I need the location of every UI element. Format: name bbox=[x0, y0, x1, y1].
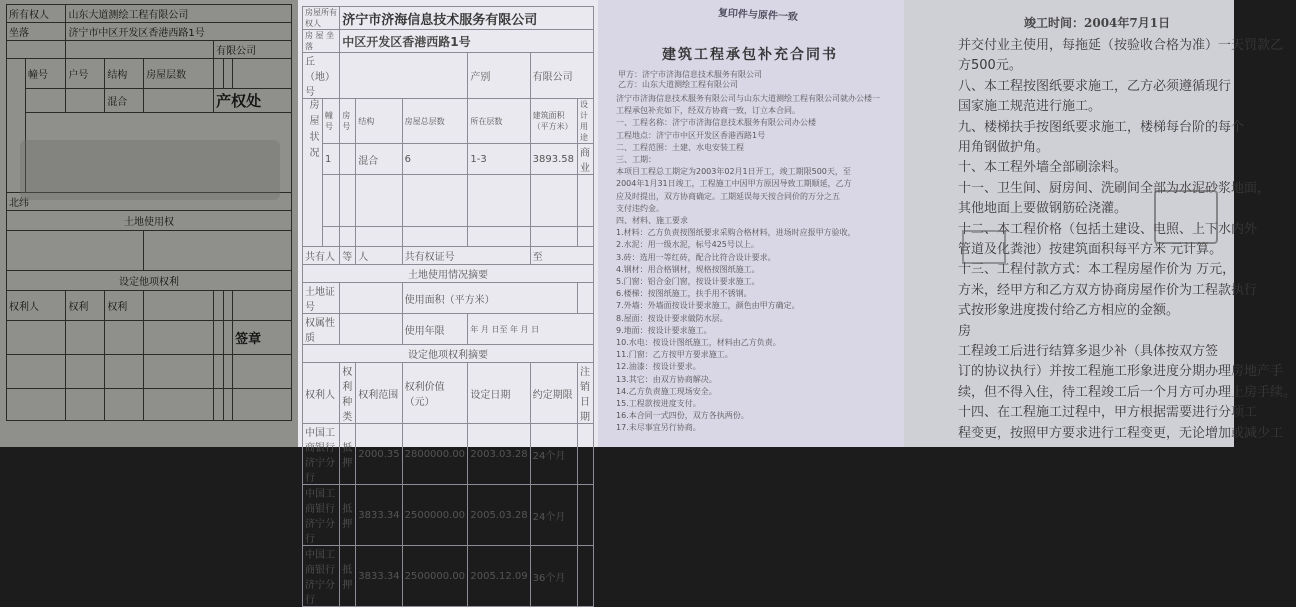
continuation-line: 程变更，按照甲方要求进行工程变更，无论增加或减少工 bbox=[958, 425, 1284, 441]
contract-line: 17.未尽事宜另行协商。 bbox=[616, 423, 701, 433]
rights-row-amount: 2500000.00 bbox=[402, 546, 468, 607]
rights-row-value: 3833.34 bbox=[356, 546, 402, 607]
row-use: 商业 bbox=[577, 144, 593, 175]
contract-line: 工程地点：济宁市中区开发区香港西路1号 bbox=[616, 130, 766, 140]
contract-line: 应及时提出，双方协商确定。工期延误每天按合同价的万分之五 bbox=[616, 191, 840, 201]
contract-line: 1.材料：乙方负责按图纸要求采购合格材料，进场时应报甲方验收， bbox=[616, 228, 856, 238]
owner-type-cell: 有限公司 bbox=[214, 41, 292, 59]
col-header-bldg: 幢号 bbox=[323, 99, 340, 144]
continuation-line: 其他地面上要做钢筋砼浇灌。 bbox=[958, 201, 1128, 217]
contract-line: 7.外墙：外墙面按设计要求施工，颜色由甲方确定。 bbox=[616, 301, 800, 311]
coowner-right: 人 bbox=[356, 247, 402, 265]
land-term-label: 使用年限 bbox=[402, 314, 468, 345]
continuation-line: 用角钢做护角。 bbox=[958, 140, 1050, 155]
continuation-line: 国家施工规范进行施工。 bbox=[958, 99, 1102, 115]
coowner-cert: 共有权证号 bbox=[402, 247, 530, 265]
seal-stamp bbox=[962, 230, 1006, 264]
contract-line: 13.其它：由双方协商解决。 bbox=[616, 374, 717, 384]
address-cell: 济宁市中区开发区香港西路1号 bbox=[66, 23, 292, 41]
rights-row-date: 2005.12.09 bbox=[468, 546, 530, 607]
land-date: 年 月 日至 年 月 日 bbox=[468, 314, 594, 345]
location-label: 房 屋 坐 落 bbox=[303, 30, 340, 53]
contract-line: 2.水泥：用一级水泥，标号425号以上。 bbox=[616, 240, 759, 250]
continuation-line: 工程竣工后进行结算多退少补（具体按双方签 bbox=[958, 344, 1219, 359]
structure-cell: 混合 bbox=[105, 89, 144, 113]
col-label: 结构 bbox=[105, 59, 144, 89]
rights-h-term: 约定期限 bbox=[530, 363, 577, 424]
contract-line: 12.油漆：按设计要求。 bbox=[616, 362, 701, 372]
col-header-use: 设计用途 bbox=[577, 99, 593, 144]
contract-line: 一、工程名称：济宁市济海信息技术服务有限公司办公楼 bbox=[616, 118, 816, 128]
contract-title: 建筑工程承包补充合同书 bbox=[662, 47, 838, 63]
address-label-cell: 坐落 bbox=[7, 23, 66, 41]
row-total-floors: 6 bbox=[402, 144, 468, 175]
contract-line: 四、材料、施工要求 bbox=[616, 216, 688, 225]
continuation-line: 八、本工程按图纸要求施工，乙方必须遵循现行 bbox=[958, 78, 1232, 94]
contract-line: 15.工程款按进度支付。 bbox=[616, 399, 701, 408]
continuation-line: 九、楼梯扶手按图纸要求施工，楼梯每台阶的每个 bbox=[958, 119, 1245, 135]
continuation-line: 并交付业主使用，每拖延（按验收合格为准）一天罚款乙 bbox=[958, 38, 1284, 53]
contract-line: 3.砖：选用一等红砖，配合比符合设计要求。 bbox=[616, 252, 776, 262]
continuation-line: 房 bbox=[958, 323, 972, 339]
rights-h-range: 权利范围 bbox=[356, 363, 402, 424]
rights-row-name: 中国工商银行济宁分行 bbox=[303, 485, 340, 546]
row-room bbox=[340, 144, 356, 175]
signature-mark: 签章 bbox=[233, 321, 292, 355]
rights-section-title: 设定他项权利摘要 bbox=[303, 345, 594, 363]
col-header-structure: 结构 bbox=[356, 99, 402, 144]
col-header-floor: 所在层数 bbox=[468, 99, 530, 144]
coordinate-note: 北纬 bbox=[7, 193, 292, 211]
row-floor: 1-3 bbox=[468, 144, 530, 175]
contract-line: 11.门窗：乙方按甲方要求施工。 bbox=[616, 350, 733, 360]
certificate-scan-light bbox=[298, 0, 598, 606]
contract-line: 6.楼梯：按图纸施工，扶手用不锈钢。 bbox=[616, 289, 752, 299]
continuation-line: 订的协议执行）并按工程施工形象进度分期办理房地产手 bbox=[958, 364, 1284, 380]
row-bldg: 1 bbox=[323, 144, 340, 175]
land-use-note: 土地使用权 bbox=[7, 211, 292, 231]
owner-name: 济宁市济海信息技术服务有限公司 bbox=[340, 7, 594, 30]
party-a: 甲方：济宁市济海信息技术服务有限公司 bbox=[618, 70, 762, 79]
rights-row-amount: 2800000.00 bbox=[402, 424, 468, 485]
scan-smudge bbox=[20, 140, 280, 200]
contract-line: 二、工程范围：土建、水电安装工程 bbox=[616, 142, 744, 152]
contract-line: 济宁市济海信息技术服务有限公司与山东大道测绘工程有限公司就办公楼一 bbox=[616, 94, 880, 103]
rights-section-title: 设定他项权利 bbox=[7, 271, 292, 291]
contract-line: 14.乙方负责施工现场安全。 bbox=[616, 386, 717, 396]
contract-line: 16.本合同一式四份，双方各执两份。 bbox=[616, 411, 749, 421]
property-table-dark bbox=[6, 4, 292, 421]
col-header-room: 房号 bbox=[340, 99, 356, 144]
continuation-line: 方500元。 bbox=[958, 58, 1022, 74]
coowner-mid: 等 bbox=[340, 247, 356, 265]
contract-line: 工程承包补充如下，经双方协商一致，订立本合同。 bbox=[616, 106, 800, 116]
col-header-total-floors: 房屋总层数 bbox=[402, 99, 468, 144]
contract-line: 2004年1月31日竣工，工程施工中因甲方原因导致工期顺延，乙方 bbox=[616, 179, 852, 189]
contract-line: 本项目工程总工期定为2003年02月1日开工，竣工期限500天，至 bbox=[616, 167, 851, 177]
blank-cell bbox=[66, 41, 214, 59]
rights-row-term: 36个月 bbox=[530, 546, 577, 607]
property-label: 产别 bbox=[468, 53, 530, 99]
land-area-label: 使用面积（平方米） bbox=[402, 283, 577, 314]
continuation-line: 式按形象进度拨付给乙方相应的金额。 bbox=[958, 303, 1180, 319]
rights-row-kind: 抵押 bbox=[340, 424, 356, 485]
property-table-light bbox=[302, 6, 594, 607]
col-label: 房屋层数 bbox=[144, 59, 214, 89]
row-structure: 混合 bbox=[356, 144, 402, 175]
rights-row-kind: 抵押 bbox=[340, 485, 356, 546]
party-b: 乙方：山东大道测绘工程有限公司 bbox=[618, 80, 738, 89]
land-cert-label: 土地证号 bbox=[303, 283, 340, 314]
coowner-end: 至 bbox=[530, 247, 593, 265]
rights-range-label: 权利 bbox=[105, 291, 144, 321]
owner-label: 房屋所有权人 bbox=[303, 7, 340, 30]
rights-h-name: 权利人 bbox=[303, 363, 340, 424]
contract-line: 8.屋面：按设计要求做防水层。 bbox=[616, 313, 728, 323]
rights-row-date: 2003.03.28 bbox=[468, 424, 530, 485]
land-section-title: 土地使用情况摘要 bbox=[303, 265, 594, 283]
continuation-line: 管道及化粪池）按建筑面积每平方米 元计算。 bbox=[958, 242, 1223, 257]
col-header-area: 建筑面积（平方米） bbox=[530, 99, 577, 144]
certificate-scan-dark bbox=[0, 0, 298, 447]
contract-line: 三、工期： bbox=[616, 155, 656, 164]
property-value: 有限公司 bbox=[530, 53, 593, 99]
rights-row-term: 24个月 bbox=[530, 485, 577, 546]
row-area: 3893.58 bbox=[530, 144, 577, 175]
contract-line: 4.钢材：用合格钢材，规格按图纸施工。 bbox=[616, 264, 760, 274]
continuation-line: 十四、在工程施工过程中，甲方根据需要进行分项工 bbox=[958, 405, 1258, 421]
rights-row-term: 24个月 bbox=[530, 424, 577, 485]
completion-date: 竣工时间：2004年7月1日 bbox=[1024, 16, 1171, 30]
land-type-label: 权属性质 bbox=[303, 314, 340, 345]
hill-label-cell bbox=[7, 41, 66, 59]
contract-continuation bbox=[904, 0, 1296, 447]
coowner-label: 共有人 bbox=[303, 247, 340, 265]
continuation-line: 十二、本工程价格（包括土建设、电照、上下水内外 bbox=[958, 221, 1258, 237]
continuation-line: 十一、卫生间、厨房间、洗刷间全部为水泥砂浆地面， bbox=[958, 180, 1271, 196]
rights-h-value: 权利价值（元） bbox=[402, 363, 468, 424]
rights-holder-label: 权利人 bbox=[7, 291, 66, 321]
contract-line: 9.地面：按设计要求施工。 bbox=[616, 325, 712, 335]
continuation-line: 方米，经甲方和乙方双方协商房屋作价为工程款执行 bbox=[958, 282, 1258, 298]
continuation-line: 十三、工程付款方式：本工程房屋作价为 万元， bbox=[958, 262, 1236, 278]
handwriting-note: 产权处 bbox=[214, 89, 292, 113]
contract-line: 10.水电：按设计图纸施工，材料由乙方负责。 bbox=[616, 338, 781, 347]
rights-row-name: 中国工商银行济宁分行 bbox=[303, 546, 340, 607]
rights-kind-label: 权利 bbox=[66, 291, 105, 321]
rights-row-amount: 2500000.00 bbox=[402, 485, 468, 546]
location-value: 中区开发区香港西路1号 bbox=[340, 30, 594, 53]
owner-label-cell: 所有权人 bbox=[7, 5, 66, 23]
row-side-label: 房屋状况 bbox=[303, 99, 323, 247]
rights-row-value: 3833.34 bbox=[356, 485, 402, 546]
contract-page bbox=[598, 0, 904, 447]
continuation-line: 续，但不得入住，待工程竣工后一个月方可办理上房手续。 bbox=[958, 384, 1296, 400]
col-label: 幢号 bbox=[26, 59, 66, 89]
rights-h-date: 设定日期 bbox=[468, 363, 530, 424]
seal-stamp bbox=[1154, 190, 1218, 244]
col-label: 户号 bbox=[66, 59, 105, 89]
rights-row-kind: 抵押 bbox=[340, 546, 356, 607]
rights-h-cancel: 注销日期 bbox=[577, 363, 593, 424]
handwritten-note: 复印件与原件一致 bbox=[717, 7, 799, 24]
rights-h-kind: 权利种类 bbox=[340, 363, 356, 424]
contract-line: 支付违约金。 bbox=[616, 203, 664, 213]
hill-label: 丘（地）号 bbox=[303, 53, 340, 99]
rights-row-name: 中国工商银行济宁分行 bbox=[303, 424, 340, 485]
rights-row-date: 2005.03.28 bbox=[468, 485, 530, 546]
contract-line: 5.门窗：铝合金门窗，按设计要求施工。 bbox=[616, 277, 760, 286]
company-cell: 山东大道测绘工程有限公司 bbox=[66, 5, 292, 23]
rights-row-value: 2000.35 bbox=[356, 424, 402, 485]
continuation-line: 十、本工程外墙全部刷涂料。 bbox=[958, 160, 1128, 176]
